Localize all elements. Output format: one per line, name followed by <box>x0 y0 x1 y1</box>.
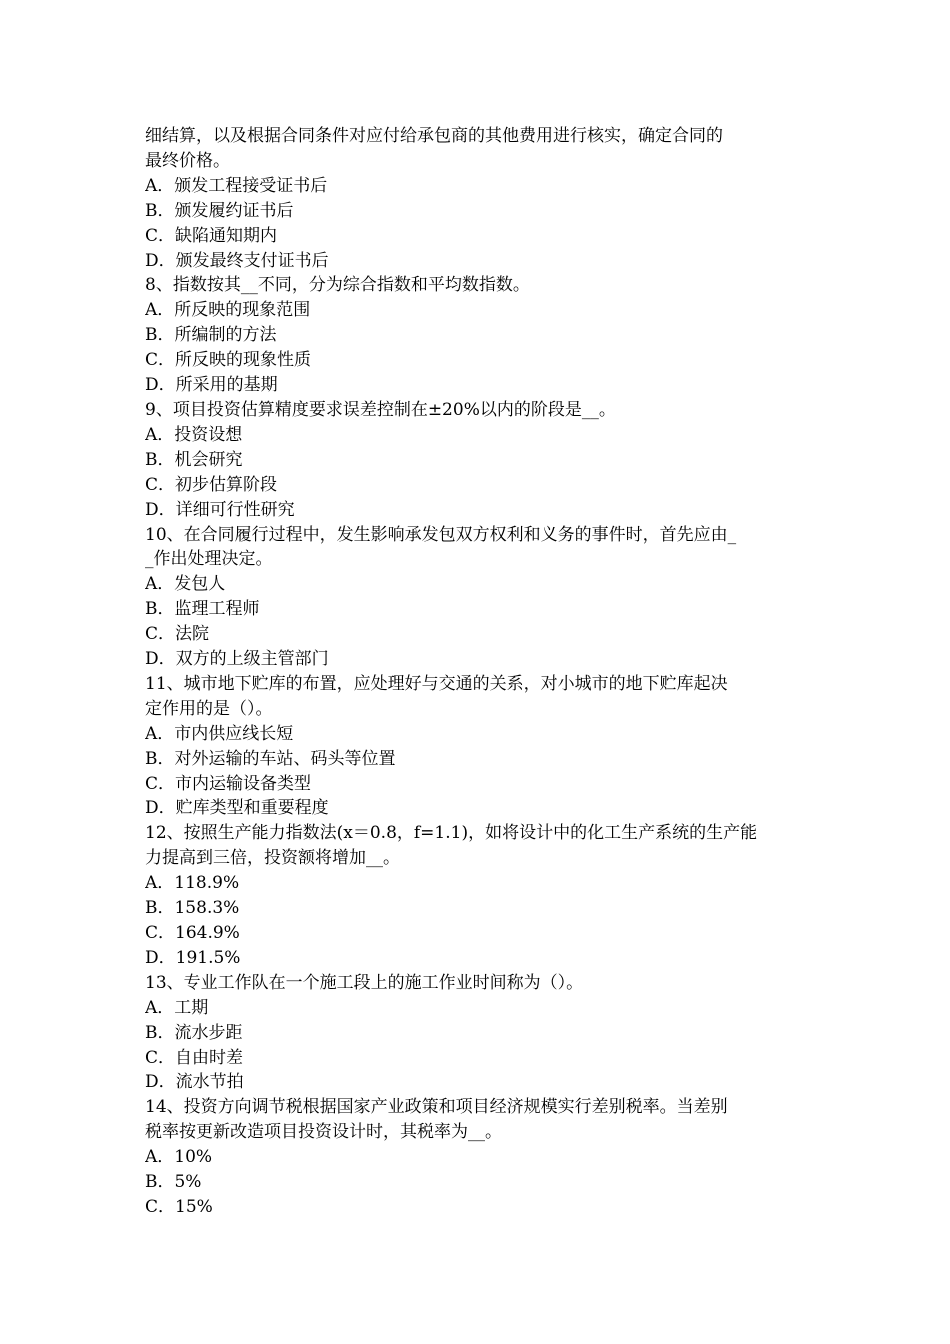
question-text <box>145 124 810 1220</box>
text-line: 细结算，以及根据合同条件对应付给承包商的其他费用进行核实，确定合同的 <box>145 126 723 146</box>
question-12: 12、按照生产能力指数法(x＝0.8，f=1.1)，如将设计中的化工生产系统的生产能 <box>145 823 758 844</box>
option-a: A．颁发工程接受证书后 <box>145 175 328 196</box>
option-b: B．机会研究 <box>145 449 243 470</box>
option-b: B．所编制的方法 <box>145 325 277 346</box>
question-9: 9、项目投资估算精度要求误差控制在±20%以内的阶段是__。 <box>145 399 616 420</box>
text-line: 定作用的是（）。 <box>145 698 273 719</box>
question-10: 10、在合同履行过程中，发生影响承发包双方权利和义务的事件时，首先应由_ <box>145 524 737 545</box>
question-13: 13、专业工作队在一个施工段上的施工作业时间称为（）。 <box>145 972 584 993</box>
option-b: B．监理工程师 <box>145 599 260 620</box>
question-14: 14、投资方向调节税根据国家产业政策和项目经济规模实行差别税率。当差别 <box>145 1097 728 1118</box>
option-c: C．自由时差 <box>145 1047 244 1068</box>
option-a: A．投资设想 <box>145 424 243 445</box>
option-b: B．对外运输的车站、码头等位置 <box>145 748 396 769</box>
option-a: A．市内供应线长短 <box>145 723 294 744</box>
option-d: D．所采用的基期 <box>145 375 278 396</box>
option-c: C．缺陷通知期内 <box>145 225 278 246</box>
question-11: 11、城市地下贮库的布置，应处理好与交通的关系，对小城市的地下贮库起决 <box>145 673 728 694</box>
option-c: C．164.9% <box>145 923 240 943</box>
option-a: A．工期 <box>145 997 209 1018</box>
option-b: B．颁发履约证书后 <box>145 200 294 221</box>
option-a: A．发包人 <box>145 574 226 595</box>
option-c: C．初步估算阶段 <box>145 474 278 495</box>
text-line: 力提高到三倍，投资额将增加__。 <box>145 848 400 869</box>
option-d: D．双方的上级主管部门 <box>145 649 329 670</box>
option-b: B．流水步距 <box>145 1022 243 1043</box>
option-b: B．158.3% <box>145 898 240 919</box>
option-a: A．118.9% <box>145 873 240 894</box>
option-d: D．颁发最终支付证书后 <box>145 250 329 271</box>
text-line: _作出处理决定。 <box>145 549 273 570</box>
option-a: A．10% <box>145 1147 213 1168</box>
option-b: B．5% <box>145 1172 202 1193</box>
question-8: 8、指数按其__不同，分为综合指数和平均数指数。 <box>145 275 530 296</box>
option-d: D．流水节拍 <box>145 1072 244 1093</box>
option-c: C．15% <box>145 1196 213 1217</box>
text-line: 最终价格。 <box>145 150 230 171</box>
option-a: A．所反映的现象范围 <box>145 300 311 321</box>
option-c: C．所反映的现象性质 <box>145 350 312 371</box>
option-c: C．法院 <box>145 624 210 645</box>
option-d: D．详细可行性研究 <box>145 499 295 520</box>
option-c: C．市内运输设备类型 <box>145 773 312 794</box>
option-d: D．贮库类型和重要程度 <box>145 798 329 819</box>
text-line: 税率按更新改造项目投资设计时，其税率为__。 <box>145 1122 502 1143</box>
option-d: D．191.5% <box>145 947 241 968</box>
